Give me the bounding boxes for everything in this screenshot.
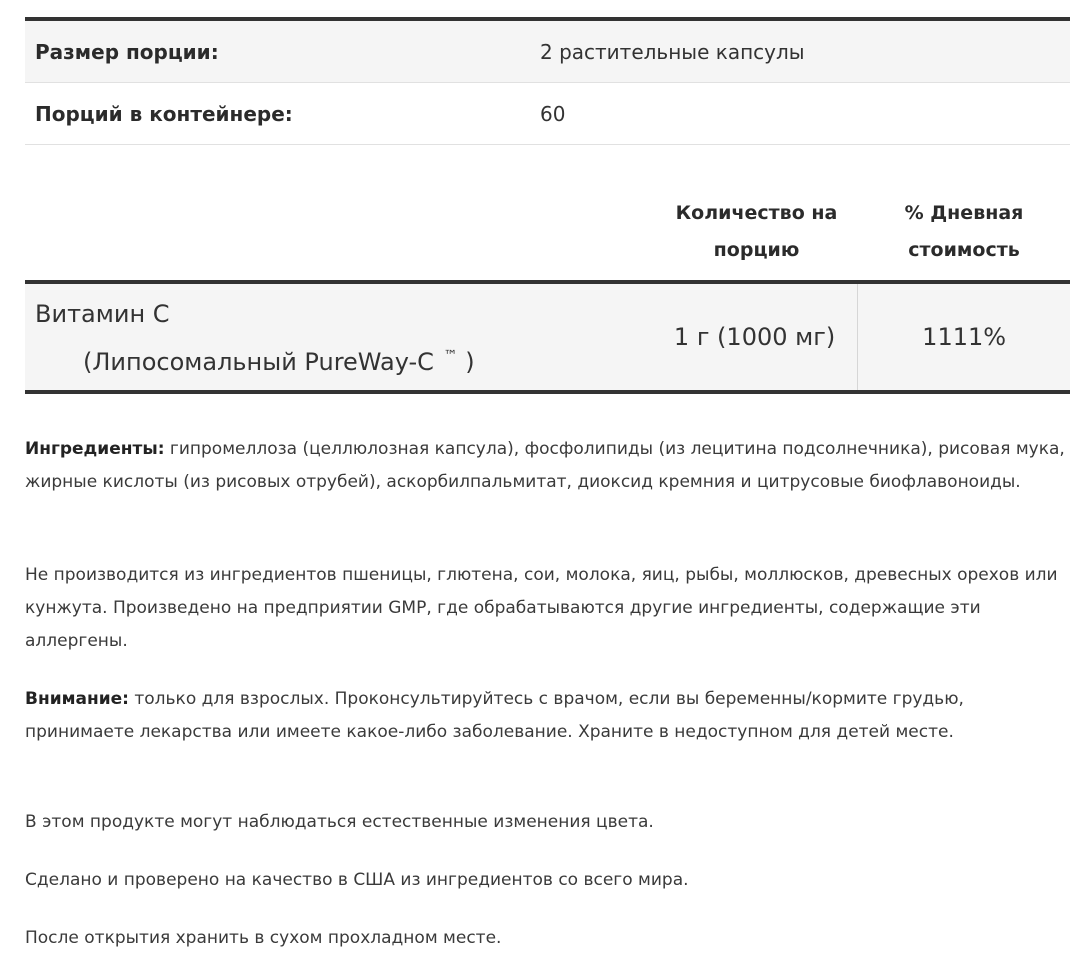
origin-note: Сделано и проверено на качество в США из ингредиентов со всего мира. bbox=[25, 870, 689, 890]
dv-header-line2: стоимость bbox=[908, 239, 1020, 261]
warning-paragraph bbox=[25, 683, 1075, 749]
warning-label: Внимание: bbox=[25, 689, 129, 709]
nutrient-subname-close: ) bbox=[465, 348, 475, 376]
amount-per-serving-header bbox=[655, 190, 858, 280]
storage-note: После открытия хранить в сухом прохладном месте. bbox=[25, 928, 502, 948]
nutrition-header-spacer bbox=[25, 190, 655, 280]
amount-header-line2: порцию bbox=[713, 239, 800, 261]
nutrition-header-row bbox=[25, 190, 1070, 284]
servings-per-container-row bbox=[25, 83, 1070, 145]
serving-size-value: 2 растительные капсулы bbox=[540, 39, 805, 64]
nutrient-subname-text: (Липосомальный PureWay-C bbox=[83, 348, 434, 376]
nutrient-subname bbox=[35, 340, 654, 378]
color-note: В этом продукте могут наблюдаться естественные изменения цвета. bbox=[25, 812, 654, 832]
serving-info-table bbox=[25, 17, 1070, 145]
allergen-paragraph: Не производится из ингредиентов пшеницы, глютена, сои, молока, яиц, рыбы, моллюсков, древесных орехов или кунжута. Произведено на предприятии GMP, где обрабатываются другие ингредиенты, содержащие эти аллергены. bbox=[25, 565, 1058, 651]
servings-per-container-label: Порций в контейнере: bbox=[35, 101, 293, 126]
serving-size-row bbox=[25, 21, 1070, 83]
ingredients-label: Ингредиенты: bbox=[25, 439, 165, 459]
serving-size-label: Размер порции: bbox=[35, 39, 219, 64]
amount-header-line1: Количество на bbox=[675, 202, 838, 224]
trademark-symbol: ™ bbox=[443, 348, 458, 364]
nutrient-row-vitamin-c bbox=[25, 284, 1070, 394]
servings-per-container-value: 60 bbox=[540, 101, 566, 126]
nutrient-daily-value: 1111% bbox=[857, 284, 1070, 390]
warning-text: только для взрослых. Проконсультируйтесь с врачом, если вы беременны/кормите грудью, принимаете лекарства или имеете какое-либо заболевание. Храните в недоступном для детей месте. bbox=[25, 689, 964, 742]
nutrient-amount: 1 г (1000 мг) bbox=[673, 323, 836, 351]
ingredients-paragraph bbox=[25, 433, 1075, 499]
daily-value-header bbox=[858, 190, 1070, 280]
ingredients-text: гипромеллоза (целлюлозная капсула), фосфолипиды (из лецитина подсолнечника), рисовая мука, жирные кислоты (из рисовых отрубей), аскорбилпальмитат, диоксид кремния и цитрусовые биофлавоноиды. bbox=[25, 439, 1065, 492]
nutrient-name-cell bbox=[25, 284, 654, 390]
dv-header-line1: % Дневная bbox=[904, 202, 1024, 224]
nutrient-name: Витамин C bbox=[35, 300, 170, 328]
